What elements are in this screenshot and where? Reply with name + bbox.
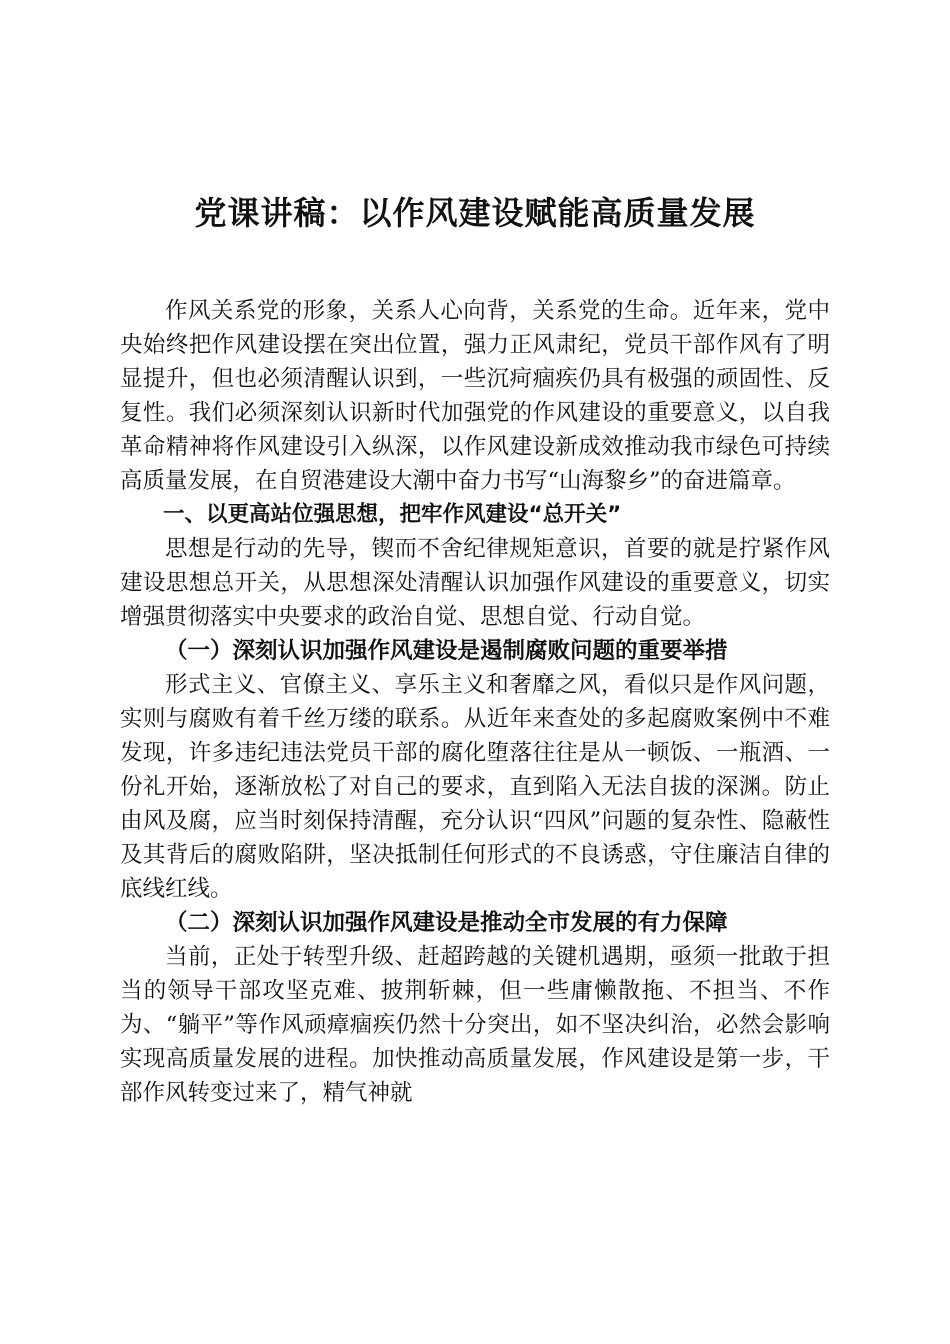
subsection-heading-1: （一）深刻认识加强作风建设是遏制腐败问题的重要举措 <box>165 638 728 664</box>
section-1-paragraph: 思想是行动的先导，锲而不舍纪律规矩意识，首要的就是拧紧作风建设思想总开关，从思想深处清醒认识加强作风建设的重要意义，切实增强贯彻落实中央要求的政治自觉、思想自觉、行动自觉。 <box>120 536 830 630</box>
document-title: 党课讲稿：以作风建设赋能高质量发展 <box>194 194 756 232</box>
subsection-heading-2: （二）深刻认识加强作风建设是推动全市发展的有力保障 <box>165 910 728 936</box>
subsection-1-paragraph: 形式主义、官僚主义、享乐主义和奢靡之风，看似只是作风问题，实则与腐败有着千丝万缕的联系。从近年来查处的多起腐败案例中不难发现，许多违纪违法党员干部的腐化堕落往往是从一顿饭、一瓶酒、一份礼开始，逐渐放松了对自己的要求，直到陷入无法自拔的深渊。防止由风及腐，应当时刻保持清醒，充分认识“四风”问题的复杂性、隐蔽性及其背后的腐败陷阱，坚决抵制任何形式的不良诱惑，守住廉洁自律的底线红线。 <box>120 672 830 902</box>
document-body <box>120 294 830 1110</box>
intro-paragraph: 作风关系党的形象，关系人心向背，关系党的生命。近年来，党中央始终把作风建设摆在突出位置，强力正风肃纪，党员干部作风有了明显提升，但也必须清醒认识到，一些沉疴痼疾仍具有极强的顽固性、反复性。我们必须深刻认识新时代加强党的作风建设的重要意义，以自我革命精神将作风建设引入纵深，以作风建设新成效推动我市绿色可持续高质量发展，在自贸港建设大潮中奋力书写“山海黎乡”的奋进篇章。 <box>120 298 830 494</box>
subsection-2-paragraph: 当前，正处于转型升级、赶超跨越的关键机遇期，亟须一批敢于担当的领导干部攻坚克难、披荆斩棘，但一些庸懒散拖、不担当、不作为、“躺平”等作风顽瘴痼疾仍然十分突出，如不坚决纠治，必然会影响实现高质量发展的进程。加快推动高质量发展，作风建设是第一步，干部作风转变过来了，精气神就 <box>120 944 830 1106</box>
section-heading-1: 一、以更高站位强思想，把牢作风建设“总开关” <box>163 502 622 527</box>
